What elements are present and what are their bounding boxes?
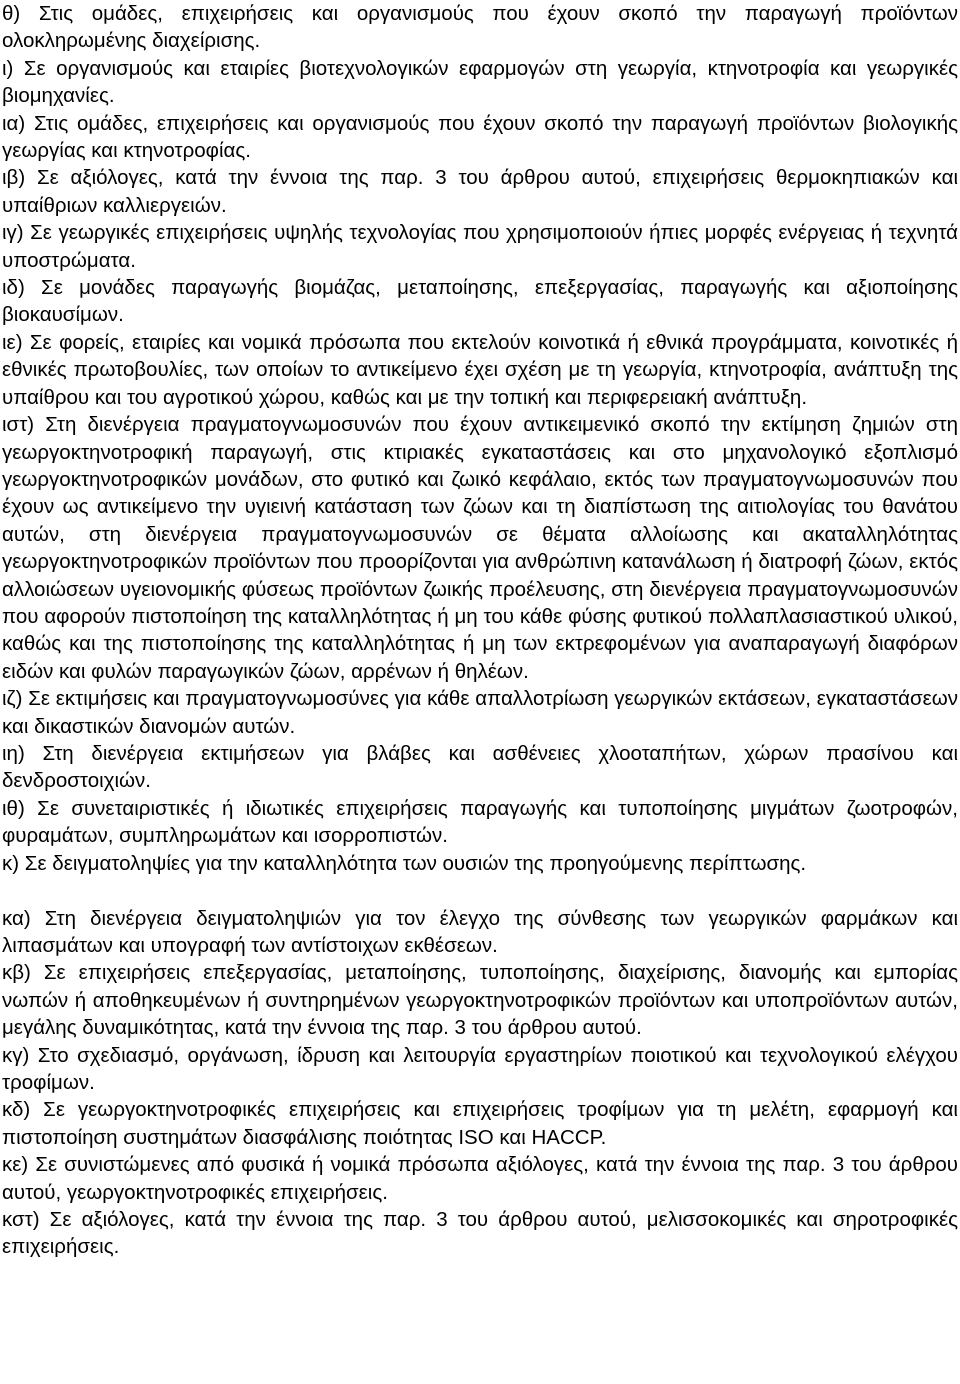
- paragraph-spacer: [2, 877, 958, 905]
- paragraph-iota-eta: ιη) Στη διενέργεια εκτιμήσεων για βλάβες και ασθένειες χλοοταπήτων, χώρων πρασίνου και δενδροστοιχιών.: [2, 741, 958, 793]
- paragraph-iota-beta: ιβ) Σε αξιόλογες, κατά την έννοια της παρ. 3 του άρθρου αυτού, επιχειρήσεις θερμοκηπιακών και υπαίθριων καλλιεργειών.: [2, 166, 958, 217]
- paragraph-iota-alpha: ια) Στις ομάδες, επιχειρήσεις και οργανισμούς που έχουν σκοπό την παραγωγή προϊόντων βιολογικής γεωργίας και κτηνοτροφίας.: [2, 111, 958, 163]
- paragraph-kappa-alpha: κα) Στη διενέργεια δειγματοληψιών για τον έλεγχο της σύνθεσης των γεωργικών φαρμάκων και λιπασμάτων και υπογραφή των αντίστοιχων εκθέσεων.: [2, 906, 958, 957]
- paragraph-kappa-epsilon: κε) Σε συνιστώμενες από φυσικά ή νομικά πρόσωπα αξιόλογες, κατά την έννοια της παρ. 3 του άρθρου αυτού, γεωργοκτηνοτροφικές επιχειρήσεις.: [2, 1153, 958, 1204]
- paragraph-iota-stigma: ιστ) Στη διενέργεια πραγματογνωμοσυνών που έχουν αντικειμενικό σκοπό την εκτίμηση ζημιών στη γεωργοκτηνοτροφική παραγωγή, στις κτιριακές εγκαταστάσεις και στο μηχανολογικό εξοπλισμό γεωργοκτηνοτροφικών μονάδων, στο φυτικό και ζωικό κεφάλαιο, εκτός των πραγματογνωμοσυνών που έχουν ως αντικείμενο την υγιεινή κατάσταση των ζώων και τη διαπίστωση της αιτιολογίας του θανάτου αυτών, στη διενέργεια πραγματογνωμοσυνών σε θέματα αλλοίωσης και ακαταλληλότητας γεωργοκτηνοτροφικών προϊόντων που προορίζονται για ανθρώπινη κατανάλωση ή διατροφή ζώων, εκτός αλλοιώσεων υγειονομικής φύσεως προϊόντων ζωικής προέλευσης, στη διενέργεια πραγματογνωμοσυνών που αφορούν πιστοποίηση της καταλληλότητας ή μη του κάθε φύσης φυτικού πολλαπλασιαστικού υλικού, καθώς και της πιστοποίησης της καταλληλότητας ή μη των εκτρεφομένων για αναπαραγωγή διαφόρων ειδών και φυλών παραγωγικών ζώων, αρρένων ή θηλέων.: [2, 413, 958, 683]
- paragraph-iota-gamma: ιγ) Σε γεωργικές επιχειρήσεις υψηλής τεχνολογίας που χρησιμοποιούν ήπιες μορφές ενέργειας ή τεχνητά υποστρώματα.: [2, 221, 958, 272]
- paragraph-iota-zeta: ιζ) Σε εκτιμήσεις και πραγματογνωμοσύνες για κάθε απαλλοτρίωση γεωργικών εκτάσεων, εγκαταστάσεων και δικαστικών διανομών αυτών.: [2, 687, 958, 738]
- paragraph-iota-epsilon: ιε) Σε φορείς, εταιρίες και νομικά πρόσωπα που εκτελούν κοινοτικά ή εθνικά προγράμματα, κοινοτικές ή εθνικές πρωτοβουλίες, των οποίων το αντικείμενο έχει σχέση με τη γεωργία, κτηνοτροφία, ανάπτυξη της υπαίθρου και του αγροτικού χώρου, καθώς και με την τοπική και περιφερειακή ανάπτυξη.: [2, 330, 958, 409]
- paragraph-kappa-beta: κβ) Σε επιχειρήσεις επεξεργασίας, μεταποίησης, τυποποίησης, διαχείρισης, διανομής και εμπορίας νωπών ή αποθηκευμένων ή συντηρημένων γεωργοκτηνοτροφικών προϊόντων και υποπροϊόντων αυτών, μεγάλης δυναμικότητας, κατά την έννοια της παρ. 3 του άρθρου αυτού.: [2, 961, 958, 1040]
- paragraph-iota-delta: ιδ) Σε μονάδες παραγωγής βιομάζας, μεταποίησης, επεξεργασίας, παραγωγής και αξιοποίησης βιοκαυσίμων.: [2, 276, 958, 327]
- paragraph-kappa-stigma: κστ) Σε αξιόλογες, κατά την έννοια της παρ. 3 του άρθρου αυτού, μελισσοκομικές και σηροτροφικές επιχειρήσεις.: [2, 1207, 958, 1259]
- paragraph-theta: θ) Στις ομάδες, επιχειρήσεις και οργανισμούς που έχουν σκοπό την παραγωγή προϊόντων ολοκληρωμένης διαχείρισης.: [2, 2, 958, 53]
- paragraph-kappa: κ) Σε δειγματοληψίες για την καταλληλότητα των ουσιών της προηγούμενης περίπτωσης.: [2, 851, 807, 875]
- paragraph-iota-theta: ιθ) Σε συνεταιριστικές ή ιδιωτικές επιχειρήσεις παραγωγής και τυποποίησης μιγμάτων ζωοτροφών, φυραμάτων, συμπληρωμάτων και ισορροπιστών.: [2, 796, 958, 848]
- paragraph-kappa-gamma: κγ) Στο σχεδιασμό, οργάνωση, ίδρυση και λειτουργία εργαστηρίων ποιοτικού και τεχνολογικού ελέγχου τροφίμων.: [2, 1043, 958, 1094]
- paragraph-kappa-delta: κδ) Σε γεωργοκτηνοτροφικές επιχειρήσεις και επιχειρήσεις τροφίμων για τη μελέτη, εφαρμογή και πιστοποίηση συστημάτων διασφάλισης ποιότητας ISO και HACCP.: [2, 1098, 958, 1149]
- paragraph-iota: ι) Σε οργανισμούς και εταιρίες βιοτεχνολογικών εφαρμογών στη γεωργία, κτηνοτροφία και γεωργικές βιομηχανίες.: [2, 56, 958, 108]
